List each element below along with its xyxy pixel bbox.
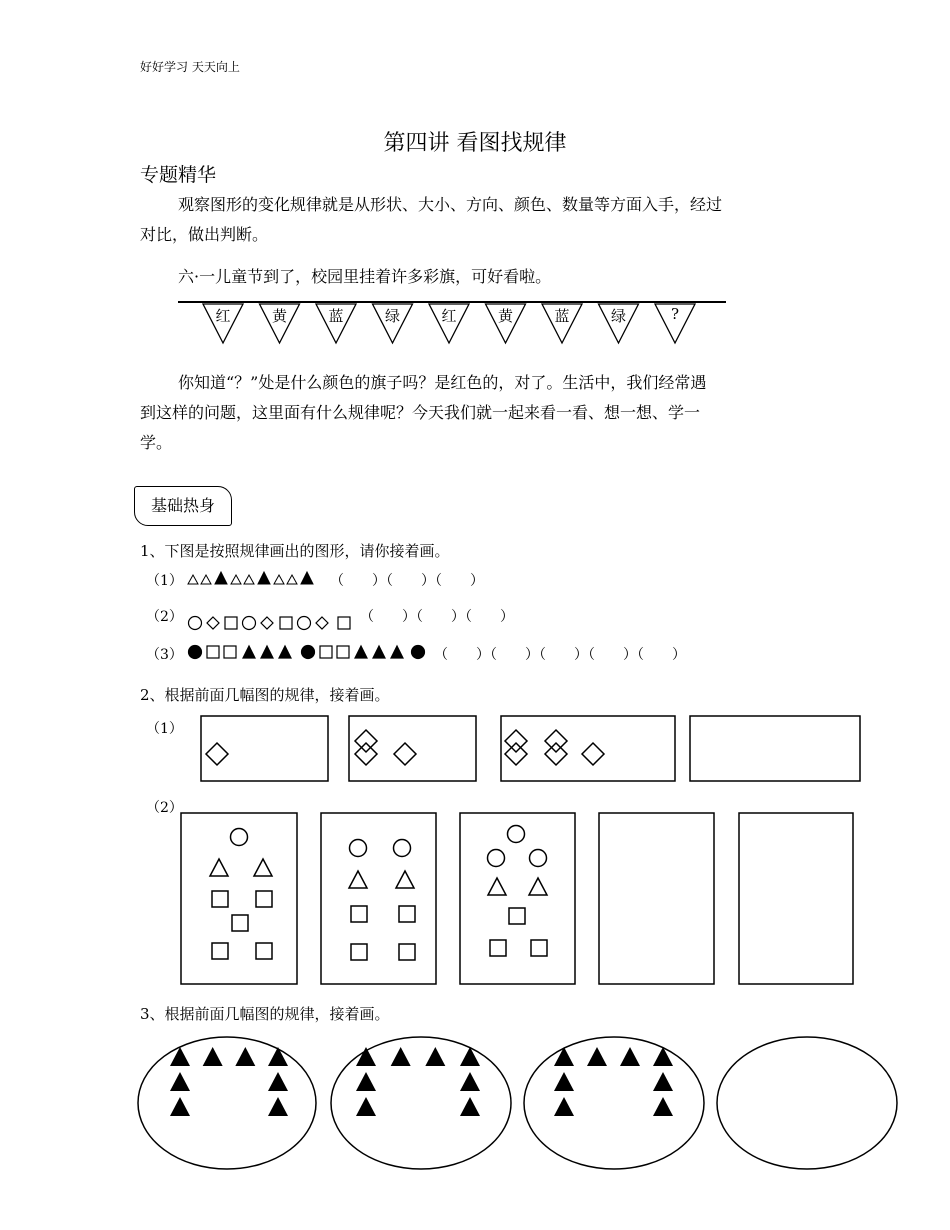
para-line-3: 学。: [140, 433, 173, 452]
para-line-1: 你知道“？”处是什么颜色的旗子吗？是红色的，对了。生活中，我们经常遇: [178, 373, 707, 392]
triangle-filled: [460, 1047, 480, 1066]
para-line-2: 到这样的问题，这里面有什么规律呢？今天我们就一起来看一看、想一想、学一: [140, 403, 701, 422]
triangle-filled: [425, 1047, 445, 1066]
triangle-filled: [620, 1047, 640, 1066]
q3-oval-2: [331, 1037, 511, 1169]
triangle-filled: [170, 1072, 190, 1091]
page-header: 好好学习 天天向上: [140, 60, 240, 74]
triangle-filled: [653, 1047, 673, 1066]
triangle-filled: [391, 1047, 411, 1066]
flag-label: ?: [670, 305, 680, 323]
q1-row2-label: （2）: [146, 609, 183, 625]
q1-row2-blanks: （ ）（ ）（ ）: [360, 609, 514, 625]
triangle-filled: [554, 1047, 574, 1066]
q2-sub2-label: （2）: [146, 800, 183, 816]
triangle-filled: [235, 1047, 255, 1066]
flag-label: 红: [441, 307, 457, 325]
triangle-filled: [268, 1072, 288, 1091]
triangle-filled: [356, 1047, 376, 1066]
intro-line-1: 观察图形的变化规律就是从形状、大小、方向、颜色、数量等方面入手，经过: [178, 195, 723, 214]
q1-title: 1、下图是按照规律画出的图形，请你接着画。: [140, 542, 450, 560]
triangle-filled: [268, 1097, 288, 1116]
flag-label: 绿: [610, 307, 626, 325]
q3-oval-3: [524, 1037, 704, 1169]
q2-sub1-label: （1）: [146, 721, 183, 737]
q3-title: 3、根据前面几幅图的规律，接着画。: [140, 1005, 390, 1023]
triangle-filled: [203, 1047, 223, 1066]
triangle-filled: [356, 1097, 376, 1116]
lesson-title: 第四讲 看图找规律: [383, 131, 567, 156]
section-heading: 专题精华: [140, 164, 217, 186]
flag-label: 蓝: [328, 307, 344, 325]
intro-line-2: 对比，做出判断。: [140, 225, 269, 244]
flag-label: 蓝: [554, 307, 570, 325]
q3-oval-1: [138, 1037, 316, 1169]
flag-label: 红: [215, 307, 231, 325]
triangle-filled: [268, 1047, 288, 1066]
triangle-filled: [554, 1072, 574, 1091]
q2-title: 2、根据前面几幅图的规律，接着画。: [140, 686, 390, 704]
triangle-filled: [554, 1097, 574, 1116]
triangle-filled: [170, 1097, 190, 1116]
triangle-filled: [653, 1072, 673, 1091]
triangle-filled: [356, 1072, 376, 1091]
q1-row3-blanks: （ ）（ ）（ ）（ ）（ ）: [434, 647, 686, 663]
q3-answer-oval: [717, 1037, 897, 1169]
triangle-filled: [587, 1047, 607, 1066]
q1-row1-label: （1）: [146, 573, 183, 589]
triangle-filled: [653, 1097, 673, 1116]
flag-label: 黄: [497, 307, 513, 325]
example-line: 六·一儿童节到了，校园里挂着许多彩旗，可好看啦。: [178, 267, 552, 286]
q1-row1-blanks: （ ）（ ）（ ）: [330, 573, 484, 589]
q1-row3-label: （3）: [146, 647, 183, 663]
q3-filled-triangles: [170, 1047, 673, 1116]
triangle-filled: [460, 1072, 480, 1091]
flag-label: 黄: [271, 307, 287, 325]
warmup-badge: 基础热身: [134, 486, 232, 526]
flag-label: 绿: [384, 307, 400, 325]
triangle-filled: [460, 1097, 480, 1116]
